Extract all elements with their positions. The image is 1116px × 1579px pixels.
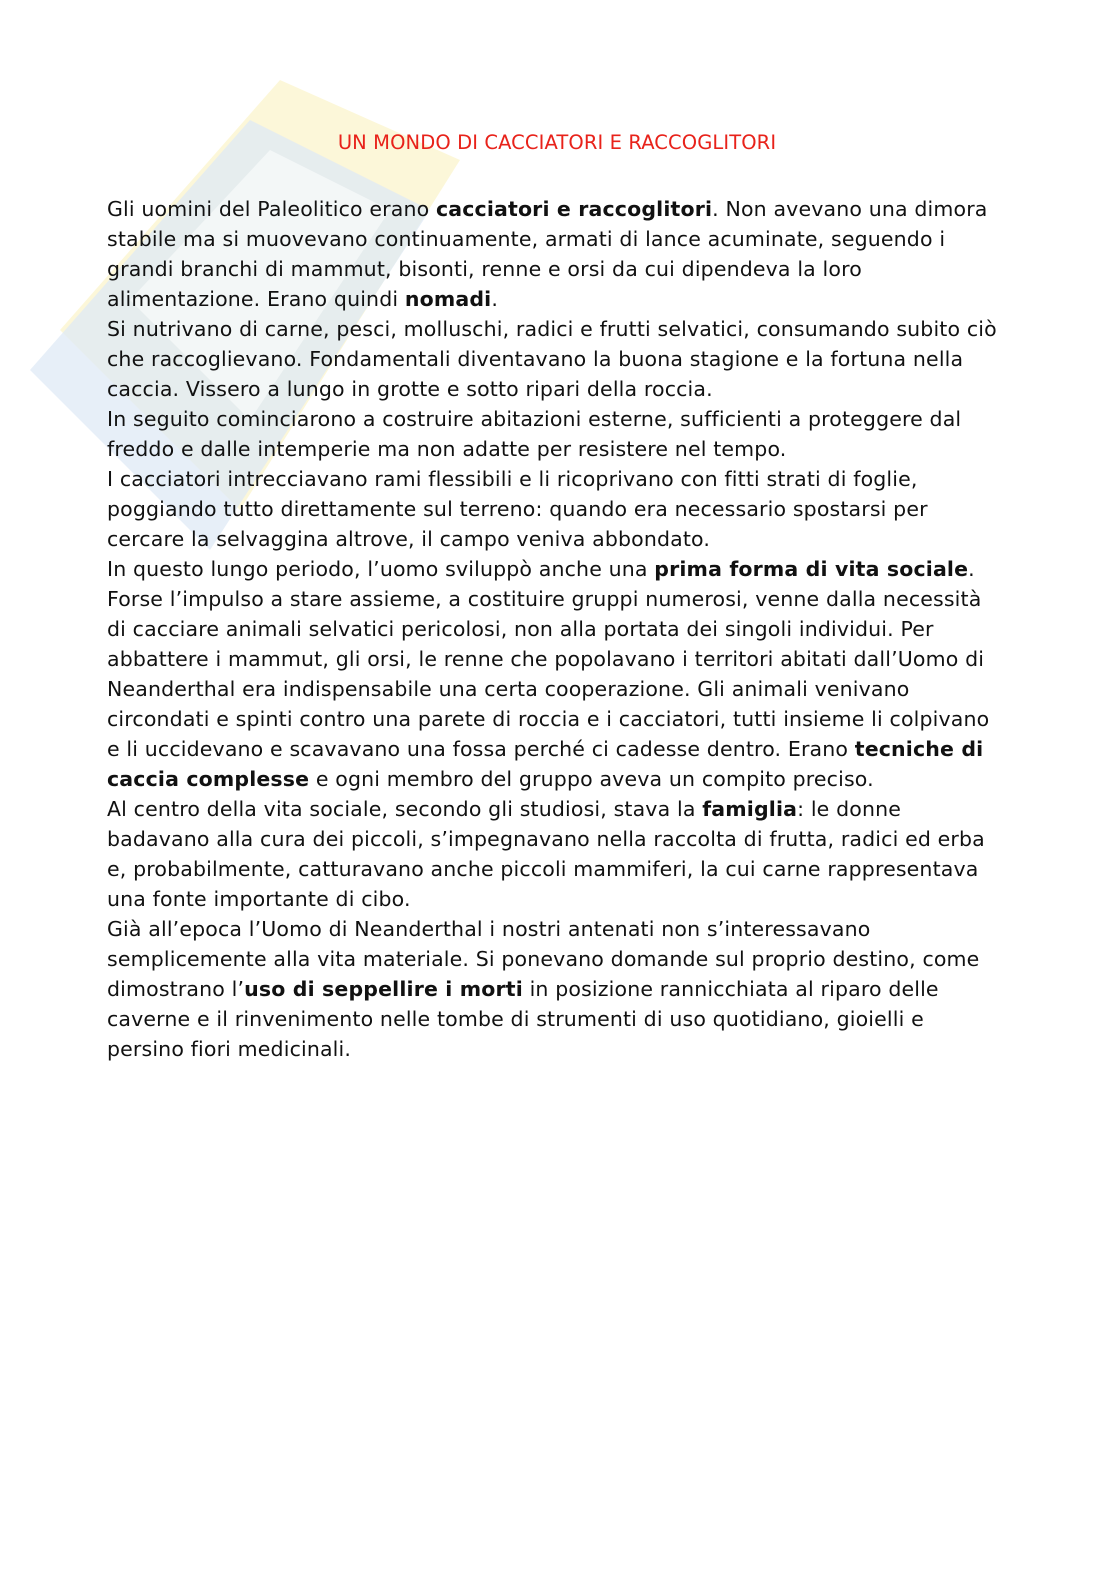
text-run: Gli uomini del Paleolitico erano — [107, 197, 436, 221]
paragraph — [107, 914, 1007, 1064]
paragraph — [107, 554, 1007, 794]
text-run: in posizione rannicchiata al riparo delle caverne e il rinvenimento nelle tombe di strumenti di uso quotidiano, gioielli e persino fiori medicinali. — [107, 977, 939, 1061]
bold-term: cacciatori e raccoglitori — [435, 197, 713, 221]
text-run: Si nutrivano di carne, pesci, molluschi, radici e frutti selvatici, consumando subito ciò che raccoglievano. Fondamentali diventavano la buona stagione e la fortuna nella caccia. Vissero a lungo in grotte e sotto ripari della roccia. — [107, 317, 997, 401]
text-run: I cacciatori intrecciavano rami flessibili e li ricoprivano con fitti strati di foglie, poggiando tutto direttamente sul terreno: quando era necessario spostarsi per cercare la selvaggina altrove, il campo veniva abbondato. — [107, 467, 928, 551]
text-run: . Non avevano una dimora stabile ma si muovevano continuamente, armati di lance acuminate, seguendo i grandi branchi di mammut, bisonti, renne e orsi da cui dipendeva la loro alimentazione. Erano quindi — [107, 197, 988, 311]
bold-term: famiglia — [702, 797, 798, 821]
text-run: . Forse l’impulso a stare assieme, a costituire gruppi numerosi, venne dalla necessità di cacciare animali selvatici pericolosi, non alla portata dei singoli individui. Per abbattere i mammut, gli orsi, le renne che popolavano i territori abitati dall’Uomo di Neanderthal era indispensabile una certa cooperazione. Gli animali venivano circondati e spinti contro una parete di roccia e i cacciatori, tutti insieme li colpivano e li uccidevano e scavavano una fossa perché ci cadesse dentro. Erano — [107, 557, 990, 761]
paragraph — [107, 194, 1007, 314]
paragraph — [107, 314, 1007, 404]
text-run: e ogni membro del gruppo aveva un compito preciso. — [309, 767, 874, 791]
text-run: In questo lungo periodo, l’uomo sviluppò anche una — [107, 557, 655, 581]
text-run: Al centro della vita sociale, secondo gli studiosi, stava la — [107, 797, 703, 821]
bold-term: uso di seppellire i morti — [244, 977, 523, 1001]
paragraph — [107, 794, 1007, 914]
text-run: In seguito cominciarono a costruire abitazioni esterne, sufficienti a proteggere dal freddo e dalle intemperie ma non adatte per resistere nel tempo. — [107, 407, 962, 461]
bold-term: tecniche di caccia complesse — [107, 737, 984, 791]
document-page — [107, 128, 1007, 1064]
text-run: . — [491, 287, 499, 311]
bold-term: prima forma di vita sociale — [654, 557, 969, 581]
document-title: UN MONDO DI CACCIATORI E RACCOGLITORI — [337, 131, 777, 154]
bold-term: nomadi — [404, 287, 492, 311]
paragraph — [107, 404, 1007, 464]
document-body — [107, 194, 1007, 1064]
paragraph — [107, 464, 1007, 554]
text-run: : le donne badavano alla cura dei piccoli, s’impegnavano nella raccolta di frutta, radici ed erba e, probabilmente, catturavano anche piccoli mammiferi, la cui carne rappresentava una fonte importante di cibo. — [107, 797, 985, 911]
text-run: Già all’epoca l’Uomo di Neanderthal i nostri antenati non s’interessavano semplicemente alla vita materiale. Si ponevano domande sul proprio destino, come dimostrano l’ — [107, 917, 980, 1001]
